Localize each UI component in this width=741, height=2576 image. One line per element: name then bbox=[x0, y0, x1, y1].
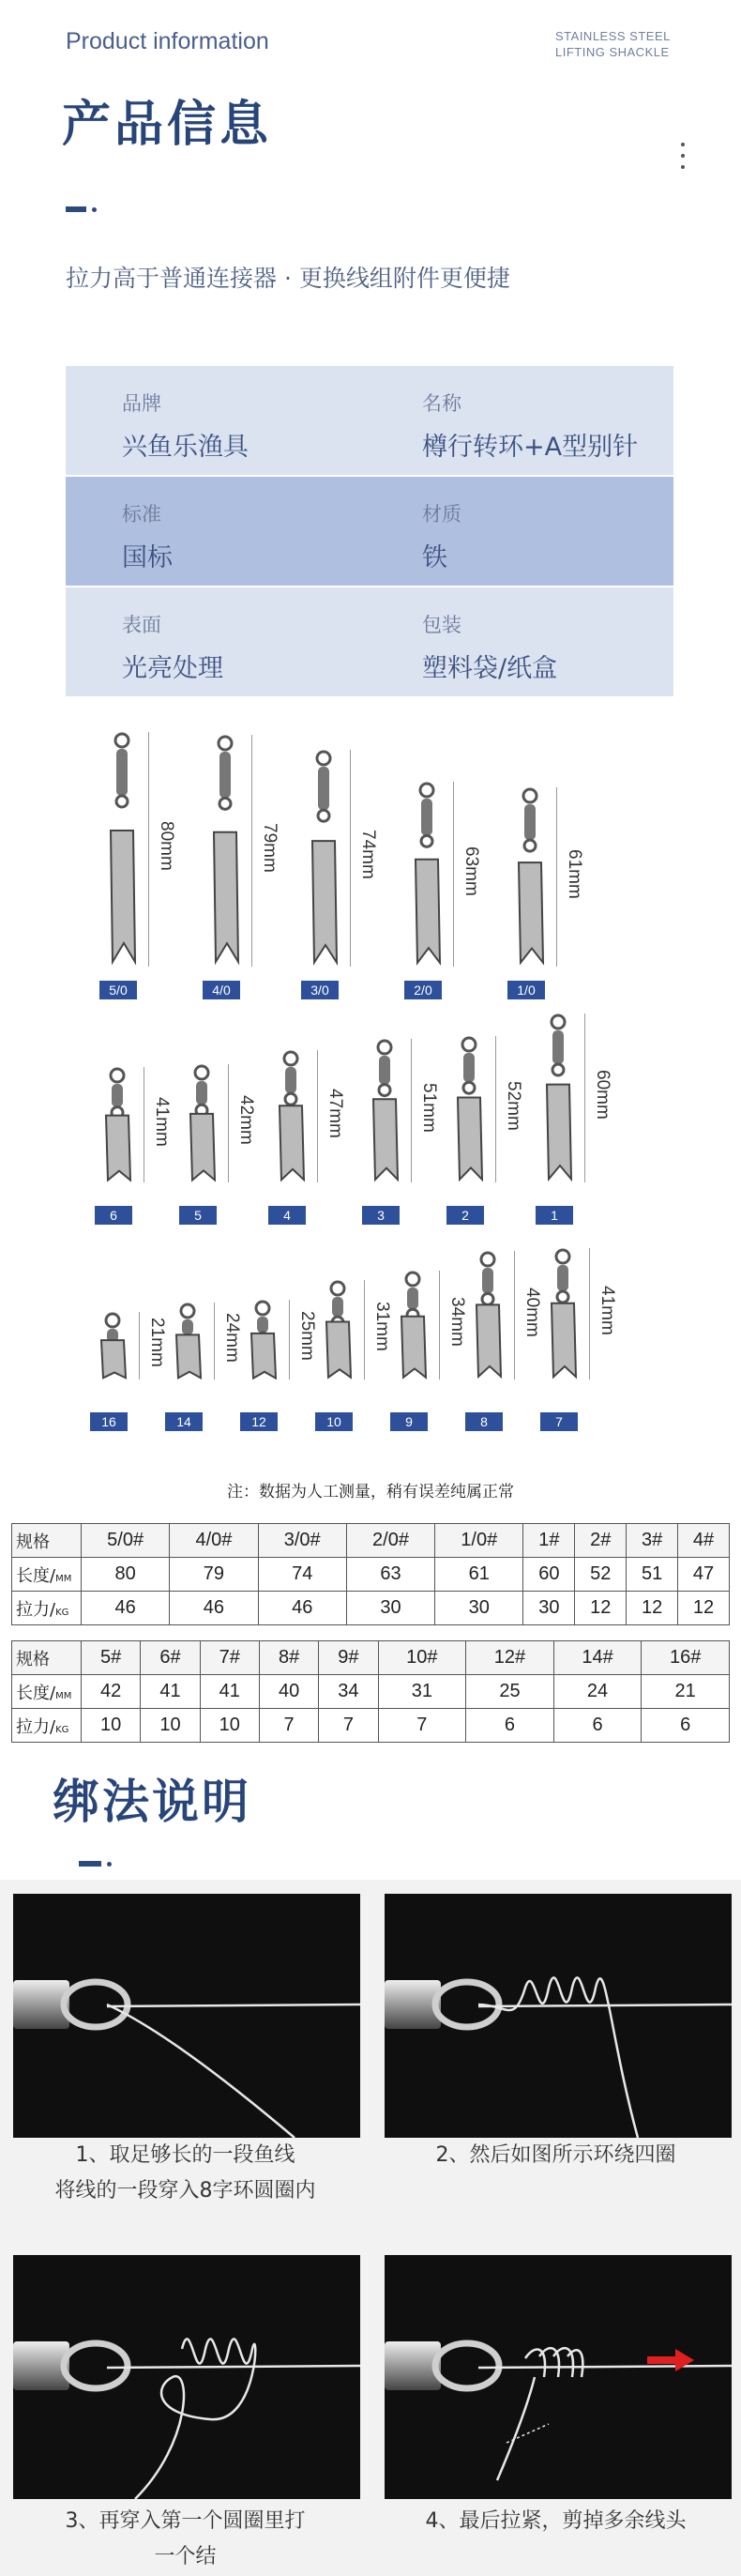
page-title: 产品信息 bbox=[62, 97, 273, 153]
dimension-label: 21mm bbox=[147, 1318, 167, 1367]
table-row bbox=[12, 1675, 730, 1709]
size-badge: 2 bbox=[446, 1206, 484, 1225]
table-cell: 7# bbox=[200, 1641, 259, 1675]
table-cell: 46 bbox=[258, 1592, 346, 1625]
dimension-label: 40mm bbox=[522, 1287, 542, 1337]
dimension-label: 80mm bbox=[157, 821, 176, 871]
step-2-illustration bbox=[385, 1894, 732, 2138]
step-1-caption bbox=[0, 2138, 370, 2209]
page-subtitle: 拉力高于普通连接器 · 更换线组附件更便捷 bbox=[66, 265, 510, 292]
dimension-line bbox=[453, 782, 454, 967]
table-cell: 7 bbox=[319, 1709, 378, 1743]
size-badge: 14 bbox=[165, 1412, 203, 1431]
dimension-line bbox=[289, 1300, 290, 1379]
table-cell: 5# bbox=[82, 1641, 141, 1675]
table-cell: 74 bbox=[258, 1558, 346, 1592]
spec-label: 材质 bbox=[422, 503, 461, 526]
table-cell: 40 bbox=[259, 1675, 318, 1709]
dimension-line bbox=[514, 1251, 515, 1379]
dimension-label: 52mm bbox=[504, 1081, 523, 1131]
spec-cell-standard bbox=[66, 477, 370, 586]
spec-value: 樽行转环+A型别针 bbox=[422, 433, 639, 462]
dimension-label: 60mm bbox=[593, 1070, 612, 1120]
dimension-line bbox=[364, 1280, 365, 1379]
header-brand-en: STAINLESS STEEL LIFTING SHACKLE bbox=[555, 29, 671, 59]
swivel-snap-image bbox=[94, 1312, 131, 1379]
size-badge: 4 bbox=[268, 1206, 306, 1225]
spec-label: 标准 bbox=[122, 503, 161, 526]
size-badge: 5 bbox=[179, 1206, 217, 1225]
spec-label: 品牌 bbox=[122, 392, 161, 415]
table-cell: 9# bbox=[319, 1641, 378, 1675]
spec-cell-brand bbox=[66, 366, 370, 475]
table-cell: 10 bbox=[200, 1709, 259, 1743]
spec-row bbox=[66, 477, 673, 587]
size-badge: 9 bbox=[390, 1412, 428, 1431]
dimension-label: 42mm bbox=[236, 1095, 256, 1145]
dimension-label: 41mm bbox=[152, 1096, 172, 1147]
size-badge: 1/0 bbox=[507, 981, 545, 999]
table-cell: 24 bbox=[553, 1675, 642, 1709]
table-cell: 7 bbox=[259, 1709, 318, 1743]
dimension-line bbox=[411, 1039, 412, 1182]
step-1-illustration bbox=[13, 1894, 360, 2138]
size-badge: 3/0 bbox=[301, 981, 339, 999]
table-cell: 12 bbox=[575, 1592, 627, 1625]
length-label: 长度/ bbox=[16, 1683, 56, 1703]
dimension-label: 74mm bbox=[358, 830, 378, 880]
dimension-line bbox=[439, 1271, 440, 1379]
accent-dash bbox=[79, 1861, 101, 1867]
accent-dot bbox=[92, 207, 97, 212]
table-cell: 80 bbox=[82, 1558, 170, 1592]
size-table-1 bbox=[11, 1523, 730, 1625]
table-header-tension bbox=[12, 1592, 82, 1625]
table-cell: 79 bbox=[170, 1558, 258, 1592]
table-cell: 1/0# bbox=[435, 1524, 523, 1558]
table-cell: 4# bbox=[678, 1524, 730, 1558]
tension-unit: KG bbox=[55, 1607, 69, 1618]
dimension-label: 47mm bbox=[325, 1088, 345, 1138]
table-row bbox=[12, 1592, 730, 1625]
size-badge: 12 bbox=[240, 1412, 278, 1431]
table-header-spec: 规格 bbox=[12, 1524, 82, 1558]
table-cell: 14# bbox=[553, 1641, 642, 1675]
dimension-line bbox=[556, 787, 557, 967]
swivel-snap-image bbox=[394, 1271, 431, 1379]
spec-value: 光亮处理 bbox=[122, 654, 223, 683]
spec-table bbox=[66, 366, 673, 698]
table-cell: 34 bbox=[319, 1675, 378, 1709]
length-label: 长度/ bbox=[16, 1565, 56, 1586]
table-cell: 52 bbox=[575, 1558, 627, 1592]
more-menu-icon[interactable] bbox=[679, 143, 687, 169]
swivel-snap-image bbox=[183, 1064, 220, 1182]
spec-cell-surface bbox=[66, 587, 370, 696]
dimension-label: 79mm bbox=[260, 822, 280, 873]
step-caption-line: 4、最后拉紧，剪掉多余线头 bbox=[425, 2509, 687, 2533]
table-header-length bbox=[12, 1558, 82, 1592]
table-cell: 41 bbox=[141, 1675, 200, 1709]
table-cell: 30 bbox=[523, 1592, 575, 1625]
tension-label: 拉力/ bbox=[16, 1716, 56, 1737]
length-unit: MM bbox=[55, 1690, 72, 1701]
table-cell: 6 bbox=[642, 1709, 730, 1743]
table-cell: 12 bbox=[627, 1592, 678, 1625]
step-3-illustration bbox=[13, 2255, 360, 2499]
dimension-line bbox=[584, 1014, 585, 1182]
table-header-spec: 规格 bbox=[12, 1641, 82, 1675]
table-row bbox=[12, 1524, 730, 1558]
table-cell: 10 bbox=[82, 1709, 141, 1743]
swivel-snap-image bbox=[366, 1039, 403, 1182]
table-cell: 6 bbox=[553, 1709, 642, 1743]
step-caption-line: 将线的一段穿入8字环圆圈内 bbox=[54, 2179, 316, 2203]
swivel-snap-image bbox=[103, 732, 141, 967]
swivel-snap-image bbox=[206, 735, 244, 967]
table-cell: 30 bbox=[346, 1592, 434, 1625]
swivel-snap-image bbox=[169, 1303, 206, 1379]
spec-cell-package bbox=[370, 587, 673, 696]
table-cell: 41 bbox=[200, 1675, 259, 1709]
step-caption-line: 一个结 bbox=[154, 2545, 217, 2568]
swivel-snap-image bbox=[272, 1050, 310, 1182]
size-badge: 4/0 bbox=[203, 981, 240, 999]
spec-value: 铁 bbox=[422, 543, 447, 572]
dimension-label: 25mm bbox=[297, 1311, 317, 1362]
table-cell: 21 bbox=[642, 1675, 730, 1709]
step-3-caption bbox=[0, 2504, 370, 2575]
table-cell: 4/0# bbox=[170, 1524, 258, 1558]
table-cell: 61 bbox=[435, 1558, 523, 1592]
dimension-line bbox=[350, 750, 351, 967]
size-badge: 6 bbox=[95, 1206, 132, 1225]
dimension-line bbox=[495, 1036, 496, 1182]
table-cell: 31 bbox=[378, 1675, 466, 1709]
spec-value: 兴鱼乐渔具 bbox=[122, 433, 249, 462]
measurement-note: 注：数据为人工测量，稍有误差纯属正常 bbox=[227, 1483, 514, 1501]
spec-cell-material bbox=[370, 477, 673, 586]
product-size-photo bbox=[0, 723, 741, 1445]
table-cell: 25 bbox=[466, 1675, 554, 1709]
table-cell: 1# bbox=[523, 1524, 575, 1558]
swivel-snap-image bbox=[450, 1036, 488, 1182]
table-row bbox=[12, 1558, 730, 1592]
table-cell: 3/0# bbox=[258, 1524, 346, 1558]
swivel-snap-image bbox=[244, 1300, 281, 1379]
size-badge: 2/0 bbox=[404, 981, 442, 999]
table-cell: 60 bbox=[523, 1558, 575, 1592]
accent-dot bbox=[107, 1862, 112, 1867]
table-cell: 10# bbox=[378, 1641, 466, 1675]
size-badge: 5/0 bbox=[99, 981, 137, 999]
table-row bbox=[12, 1709, 730, 1743]
table-cell: 3# bbox=[627, 1524, 678, 1558]
table-cell: 12# bbox=[466, 1641, 554, 1675]
swivel-snap-image bbox=[305, 750, 342, 967]
swivel-snap-image bbox=[469, 1251, 507, 1379]
table-cell: 8# bbox=[259, 1641, 318, 1675]
tension-label: 拉力/ bbox=[16, 1599, 56, 1620]
size-badge: 10 bbox=[315, 1412, 353, 1431]
table-cell: 6 bbox=[466, 1709, 554, 1743]
spec-row bbox=[66, 587, 673, 698]
table-cell: 2/0# bbox=[346, 1524, 434, 1558]
table-header-tension bbox=[12, 1709, 82, 1743]
dimension-label: 41mm bbox=[597, 1286, 617, 1335]
table-cell: 10 bbox=[141, 1709, 200, 1743]
accent-dash bbox=[66, 206, 86, 212]
tension-unit: KG bbox=[55, 1724, 69, 1735]
table-cell: 16# bbox=[642, 1641, 730, 1675]
table-cell: 30 bbox=[435, 1592, 523, 1625]
size-badge: 16 bbox=[90, 1412, 128, 1431]
dimension-line bbox=[214, 1303, 215, 1379]
swivel-snap-image bbox=[408, 782, 446, 967]
dimension-label: 34mm bbox=[447, 1296, 467, 1347]
table-cell: 46 bbox=[170, 1592, 258, 1625]
swivel-snap-image bbox=[544, 1248, 582, 1379]
size-badge: 8 bbox=[465, 1412, 503, 1431]
table-row bbox=[12, 1641, 730, 1675]
dimension-line bbox=[589, 1248, 590, 1379]
step-caption-line: 2、然后如图所示环绕四圈 bbox=[435, 2143, 676, 2167]
table-cell: 63 bbox=[346, 1558, 434, 1592]
table-header-length bbox=[12, 1675, 82, 1709]
table-cell: 12 bbox=[678, 1592, 730, 1625]
table-cell: 42 bbox=[82, 1675, 141, 1709]
dimension-line bbox=[139, 1312, 140, 1379]
table-cell: 5/0# bbox=[82, 1524, 170, 1558]
size-table-2 bbox=[11, 1640, 730, 1743]
swivel-snap-image bbox=[319, 1280, 356, 1379]
dimension-label: 61mm bbox=[565, 848, 584, 899]
spec-row bbox=[66, 366, 673, 477]
table-cell: 51 bbox=[627, 1558, 678, 1592]
step-2-caption bbox=[370, 2138, 741, 2173]
dimension-label: 31mm bbox=[372, 1302, 392, 1351]
size-badge: 7 bbox=[540, 1412, 578, 1431]
dimension-label: 51mm bbox=[419, 1082, 439, 1133]
swivel-snap-image bbox=[539, 1014, 577, 1182]
spec-value: 塑料袋/纸盒 bbox=[422, 654, 558, 683]
dimension-line bbox=[251, 735, 252, 967]
size-badge: 1 bbox=[536, 1206, 573, 1225]
step-4-caption bbox=[370, 2504, 741, 2539]
dimension-line bbox=[228, 1064, 229, 1182]
spec-label: 包装 bbox=[422, 614, 461, 636]
dimension-label: 63mm bbox=[461, 846, 481, 896]
step-4-illustration bbox=[385, 2255, 732, 2499]
spec-label: 表面 bbox=[122, 614, 161, 636]
dimension-line bbox=[148, 732, 149, 967]
dimension-label: 24mm bbox=[222, 1313, 242, 1363]
swivel-snap-image bbox=[511, 787, 549, 967]
table-cell: 47 bbox=[678, 1558, 730, 1592]
dimension-line bbox=[317, 1050, 318, 1182]
table-cell: 6# bbox=[141, 1641, 200, 1675]
table-cell: 2# bbox=[575, 1524, 627, 1558]
step-caption-line: 1、取足够长的一段鱼线 bbox=[75, 2143, 295, 2167]
spec-label: 名称 bbox=[422, 392, 461, 415]
spec-value: 国标 bbox=[122, 543, 173, 572]
step-caption-line: 3、再穿入第一个圆圈里打 bbox=[65, 2509, 306, 2533]
size-badge: 3 bbox=[362, 1206, 400, 1225]
spec-cell-name bbox=[370, 366, 673, 475]
swivel-snap-image bbox=[98, 1067, 136, 1182]
length-unit: MM bbox=[55, 1573, 72, 1584]
table-cell: 7 bbox=[378, 1709, 466, 1743]
table-cell: 46 bbox=[82, 1592, 170, 1625]
tying-section-title: 绑法说明 bbox=[53, 1775, 251, 1829]
header-en-title: Product information bbox=[66, 28, 269, 54]
